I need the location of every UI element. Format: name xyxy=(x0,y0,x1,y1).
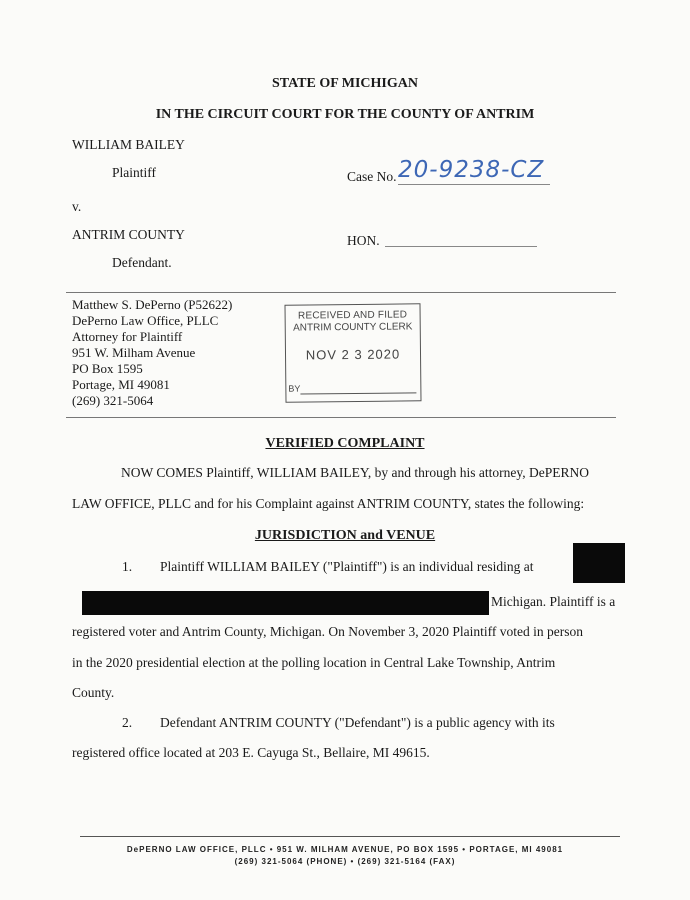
plaintiff-name: WILLIAM BAILEY xyxy=(72,137,185,152)
state-heading: STATE OF MICHIGAN xyxy=(272,76,418,91)
attorney-phone: (269) 321-5064 xyxy=(72,393,154,408)
paragraph1-line4: in the 2020 presidential election at the polling location in Central Lake Township, Antrim xyxy=(72,655,556,670)
redaction-box-1 xyxy=(573,543,625,583)
hon-label: HON. xyxy=(347,233,380,248)
stamp-by-line xyxy=(300,392,416,394)
attorney-bottom-rule xyxy=(66,417,616,418)
plaintiff-role: Plaintiff xyxy=(112,165,157,180)
case-no-label: Case No. xyxy=(347,169,397,184)
attorney-name: Matthew S. DePerno (P52622) xyxy=(72,297,233,312)
attorney-firm: DePerno Law Office, PLLC xyxy=(72,313,219,328)
stamp-line1: RECEIVED AND FILED xyxy=(297,309,408,322)
footer-phone: (269) 321-5064 (PHONE) • (269) 321-5164 (FAX) xyxy=(234,857,456,866)
paragraph2-line1: Defendant ANTRIM COUNTY ("Defendant") is a public agency with its xyxy=(160,715,555,730)
defendant-name: ANTRIM COUNTY xyxy=(72,227,185,242)
attorney-address2: PO Box 1595 xyxy=(72,361,143,376)
paragraph2-number: 2. xyxy=(122,715,133,730)
section-heading: JURISDICTION and VENUE xyxy=(254,528,436,543)
court-heading: IN THE CIRCUIT COURT FOR THE COUNTY OF ANTRIM xyxy=(155,107,535,122)
document-title: VERIFIED COMPLAINT xyxy=(265,436,425,451)
stamp-by: BY xyxy=(288,383,301,394)
footer-address: DePERNO LAW OFFICE, PLLC • 951 W. MILHAM AVENUE, PO BOX 1595 • PORTAGE, MI 49081 xyxy=(126,845,564,854)
footer-rule xyxy=(80,836,620,837)
attorney-top-rule xyxy=(66,292,616,293)
paragraph1-line2: Michigan. Plaintiff is a xyxy=(491,594,616,609)
redaction-box-2 xyxy=(82,591,489,615)
paragraph2-line2: registered office located at 203 E. Cayuga St., Bellaire, MI 49615. xyxy=(72,745,430,760)
paragraph1-number: 1. xyxy=(122,559,133,574)
stamp-line2: ANTRIM COUNTY CLERK xyxy=(293,321,413,334)
versus: v. xyxy=(72,199,82,214)
intro-line2: LAW OFFICE, PLLC and for his Complaint against ANTRIM COUNTY, states the following: xyxy=(72,496,585,511)
case-no-line xyxy=(398,184,550,185)
case-no-handwritten: 20-9238-CZ xyxy=(398,157,545,183)
intro-line1: NOW COMES Plaintiff, WILLIAM BAILEY, by and through his attorney, DePERNO xyxy=(121,465,589,480)
attorney-city: Portage, MI 49081 xyxy=(72,377,170,392)
stamp-date: NOV 2 3 2020 xyxy=(305,346,401,363)
hon-line xyxy=(385,246,537,247)
attorney-role: Attorney for Plaintiff xyxy=(72,329,183,344)
clerk-filed-stamp xyxy=(284,303,421,402)
paragraph1-line3: registered voter and Antrim County, Michigan. On November 3, 2020 Plaintiff voted in person xyxy=(72,624,584,639)
defendant-role: Defendant. xyxy=(112,255,172,270)
attorney-address1: 951 W. Milham Avenue xyxy=(72,345,196,360)
paragraph1-line5: County. xyxy=(72,685,115,700)
paragraph1-line1: Plaintiff WILLIAM BAILEY ("Plaintiff") is an individual residing at xyxy=(160,559,534,574)
